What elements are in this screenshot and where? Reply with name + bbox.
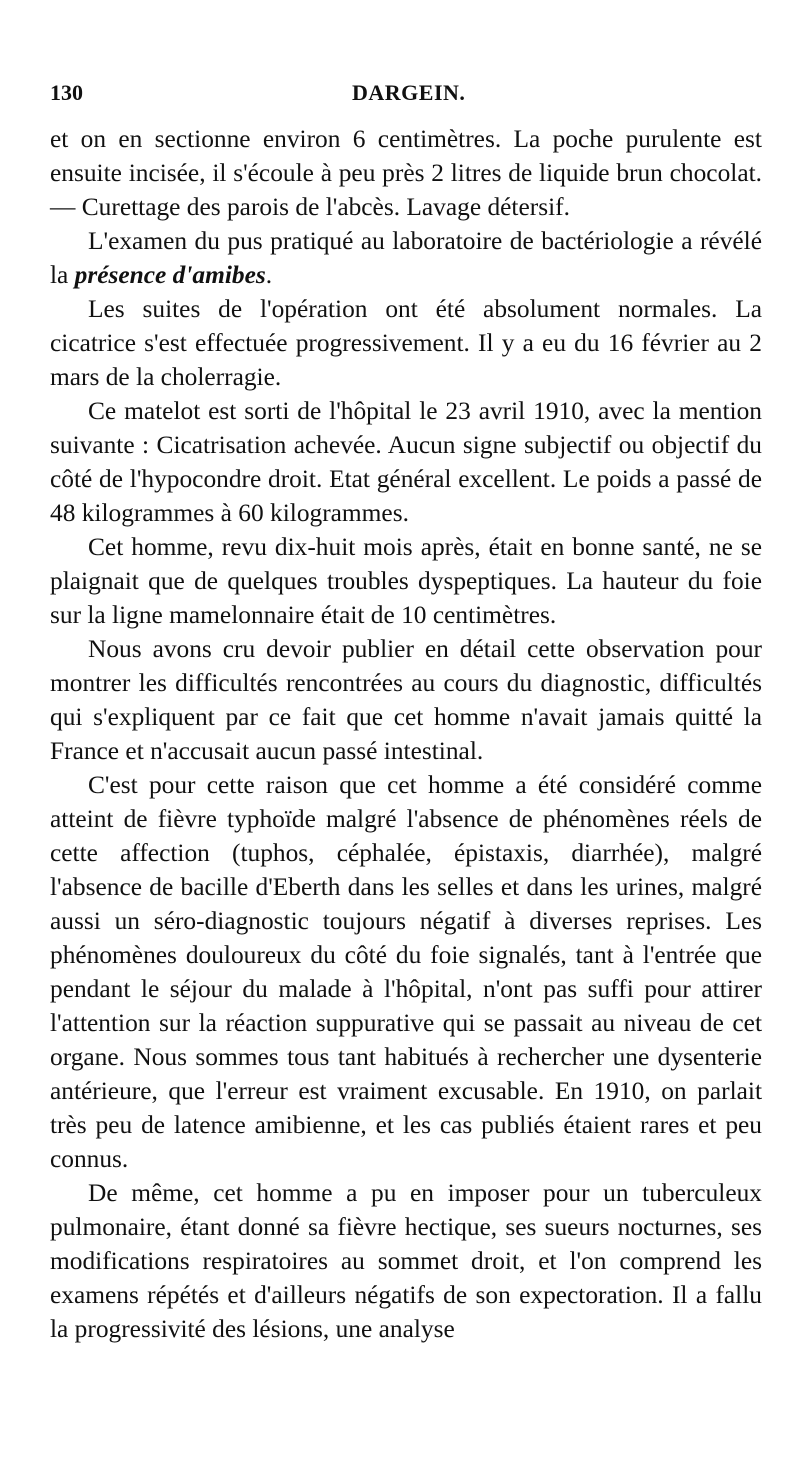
paragraph-2 <box>50 224 762 292</box>
paragraph-2-emphasis: présence d'amibes <box>74 261 266 289</box>
page-header <box>50 78 762 122</box>
paragraph-3: Les suites de l'opération ont été absolument normales. La cicatrice s'est effectuée progressivement. Il y a eu du 16 février au 2 mars de la cholerragie. <box>50 295 762 391</box>
paragraph-2-end: . <box>265 261 273 289</box>
paragraph-6: Nous avons cru devoir publier en détail cette observation pour montrer les difficultés rencontrées au cours du diagnostic, difficultés qui s'expliquent par ce fait que cet homme n'avait jamais quitté la France et n'accusait aucun passé intestinal. <box>50 635 762 765</box>
paragraph-5: Cet homme, revu dix-huit mois après, était en bonne santé, ne se plaignait que de quelques troubles dyspeptiques. La hauteur du foie sur la ligne mamelonnaire était de 10 centimètres. <box>50 533 762 629</box>
paragraph-4: Ce matelot est sorti de l'hôpital le 23 avril 1910, avec la mention suivante : Cicatrisation achevée. Aucun signe subjectif ou objectif du côté de l'hypocondre droit. Etat général excellent. Le poids a passé de 48 kilogrammes à 60 kilogrammes. <box>50 397 762 527</box>
paragraph-1: et on en sectionne environ 6 centimètres. La poche purulente est ensuite incisée, il s'écoule à peu près 2 litres de liquide brun chocolat. — Curettage des parois de l'abcès. Lavage détersif. <box>50 125 762 221</box>
paragraph-7: C'est pour cette raison que cet homme a été considéré comme atteint de fièvre typhoïde malgré l'absence de phénomènes réels de cette affection (tuphos, céphalée, épistaxis, diarrhée), malgré l'absence de bacille d'Eberth dans les selles et dans les urines, malgré aussi un séro-diagnostic toujours négatif à diverses reprises. Les phénomènes douloureux du côté du foie signalés, tant à l'entrée que pendant le séjour du malade à l'hôpital, n'ont pas suffi pour attirer l'attention sur la réaction suppurative qui se passait au niveau de cet organe. Nous sommes tous tant habitués à rechercher une dysenterie antérieure, que l'erreur est vraiment excusable. En 1910, on parlait très peu de latence amibienne, et les cas publiés étaient rares et peu connus. <box>50 771 762 1173</box>
body-text <box>50 122 762 1346</box>
page <box>50 78 762 1346</box>
paragraph-8: De même, cet homme a pu en imposer pour un tuberculeux pulmonaire, étant donné sa fièvre hectique, ses sueurs nocturnes, ses modifications respiratoires au sommet droit, et l'on comprend les examens répétés et d'ailleurs négatifs de son expectoration. Il a fallu la progressivité des lésions, une analyse <box>50 1179 762 1343</box>
paragraph-2-text: L'examen du pus pratiqué au laboratoire de bactériologie a révélé la <box>50 227 762 289</box>
running-head: DARGEIN. <box>352 80 466 105</box>
page-number: 130 <box>50 80 83 105</box>
